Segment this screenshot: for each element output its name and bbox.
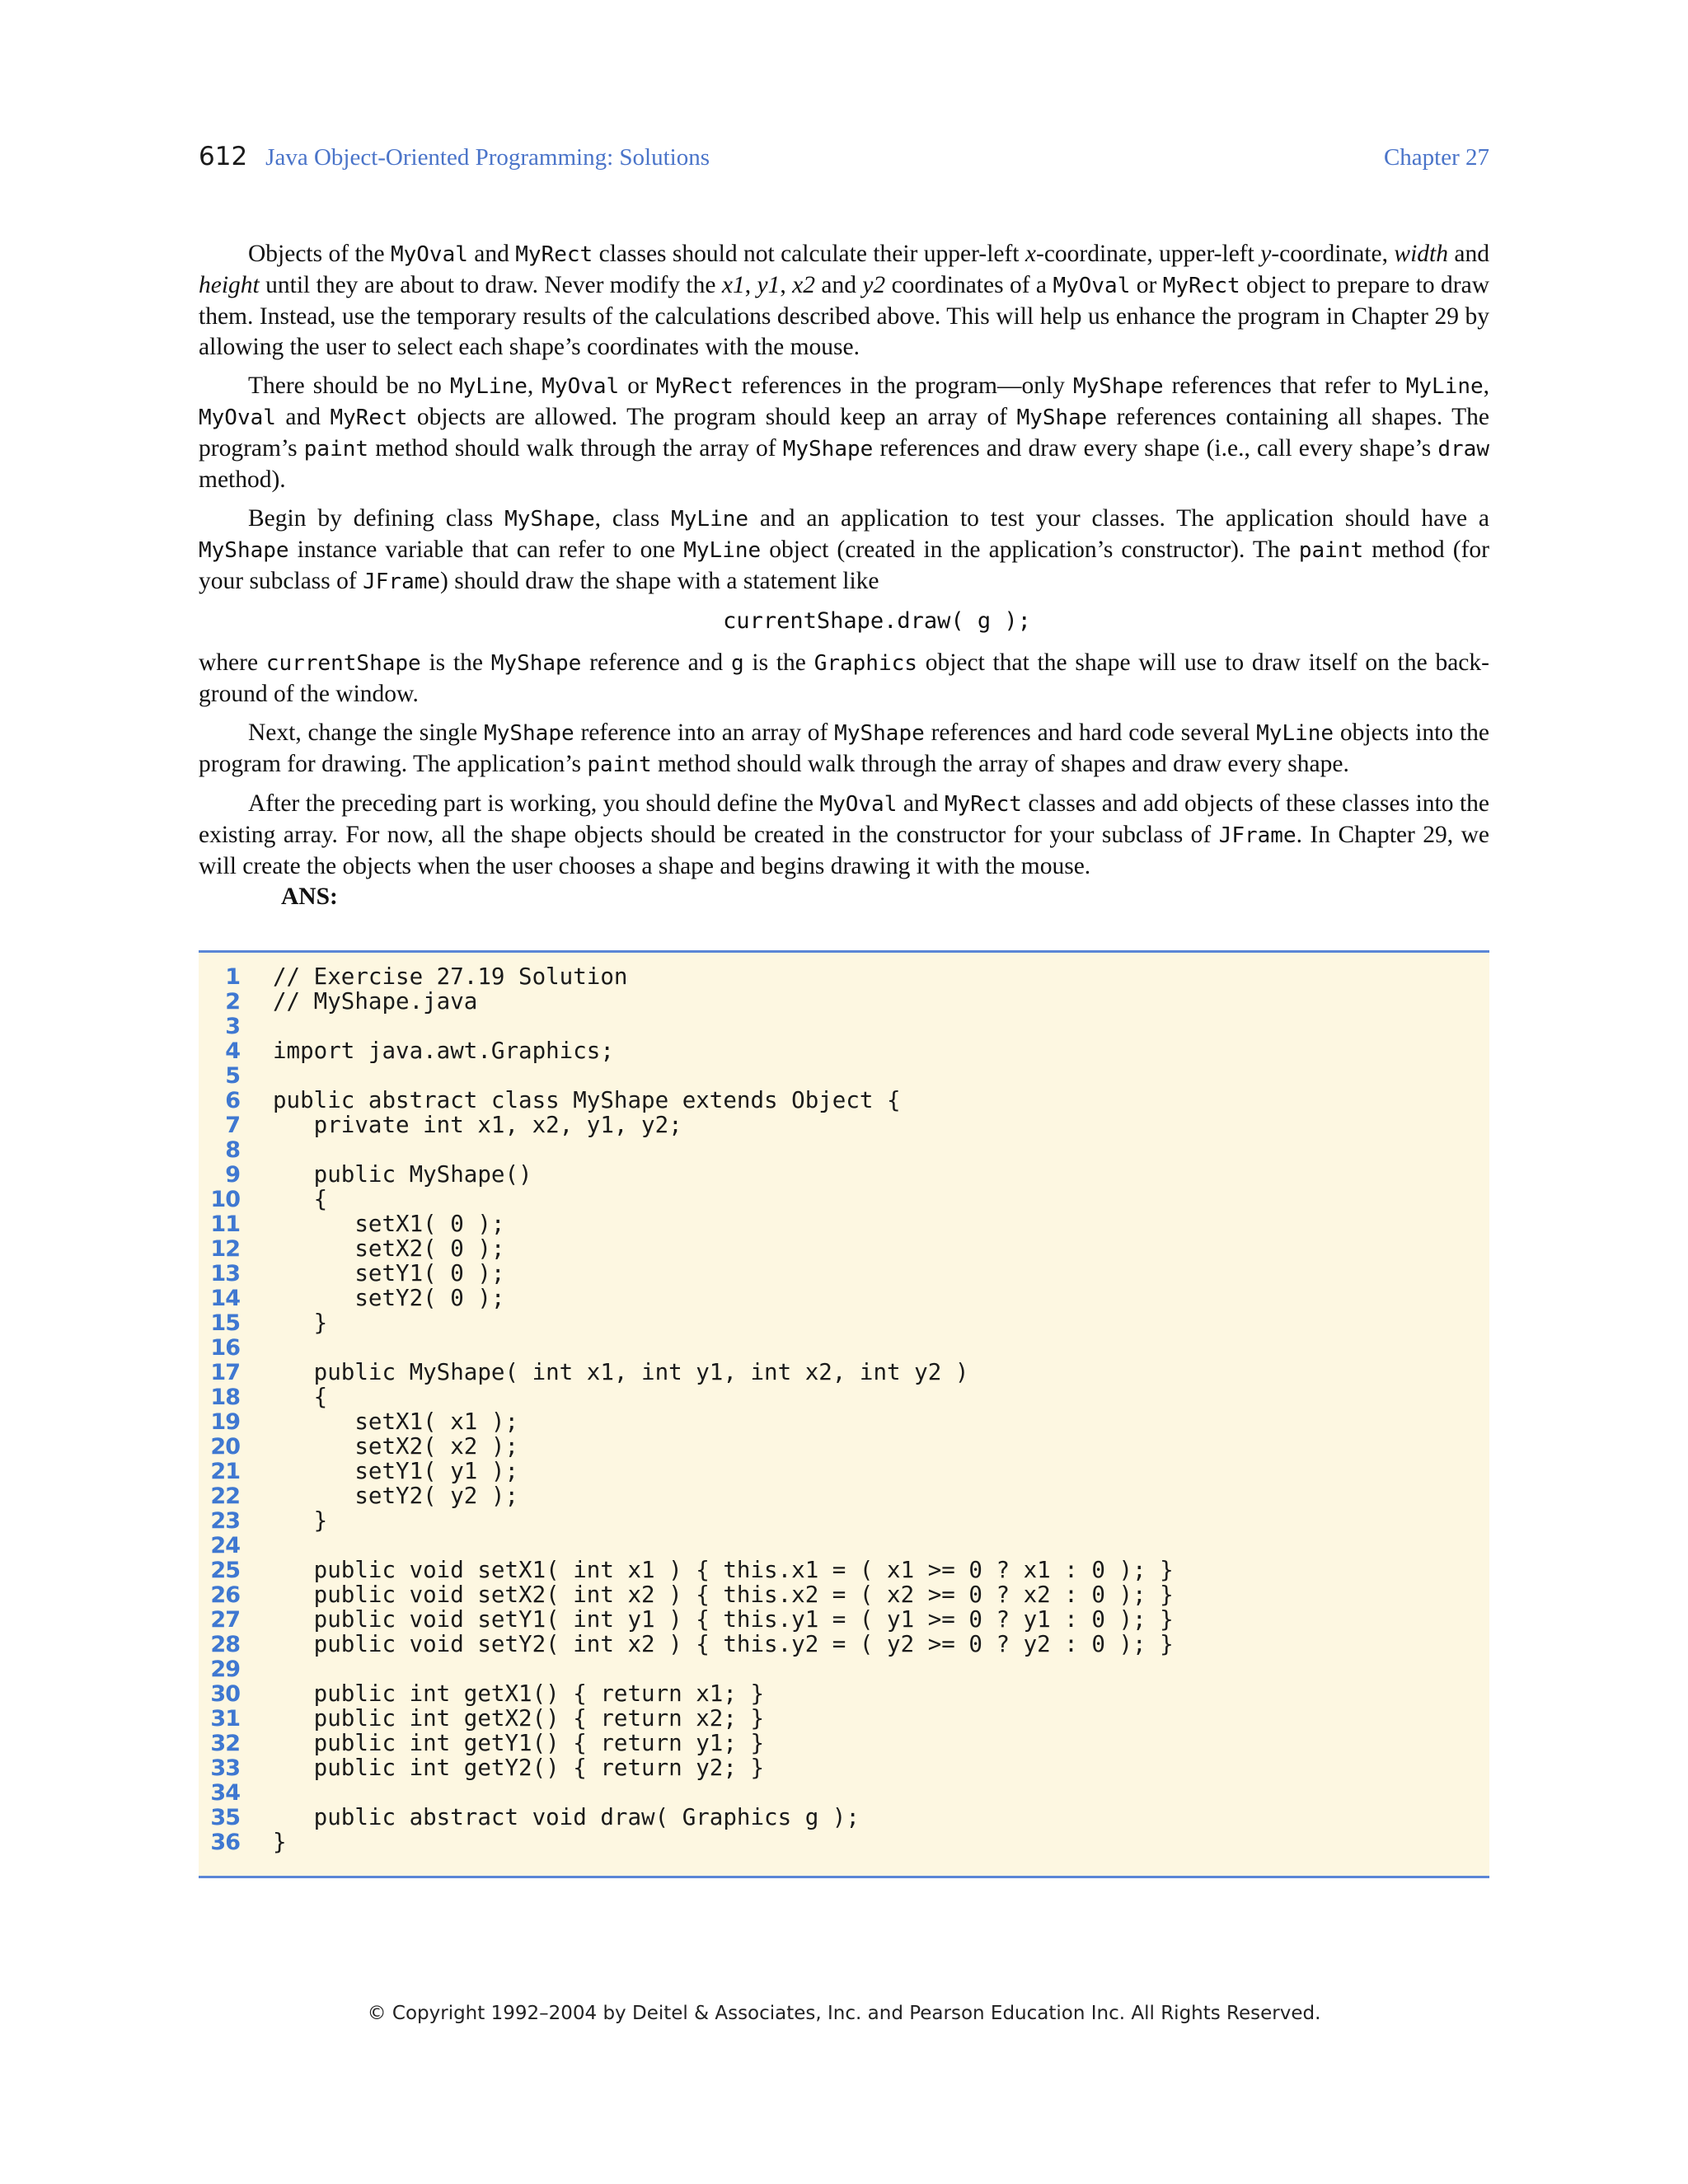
line-number: 7	[225, 1112, 240, 1138]
code-row	[199, 1088, 1489, 1113]
code-text: private int x1, x2, y1, y2;	[273, 1112, 682, 1138]
line-number: 23	[210, 1507, 240, 1534]
code-row	[199, 1385, 1489, 1409]
page-header	[199, 142, 1489, 175]
code-row	[199, 1409, 1489, 1434]
code-text: public int getY1() { return y1; }	[273, 1730, 765, 1756]
code-text: public MyShape()	[273, 1161, 532, 1188]
line-number: 32	[210, 1730, 240, 1756]
line-number: 3	[225, 1013, 240, 1039]
line-number: 21	[210, 1458, 240, 1484]
code-row	[199, 1014, 1489, 1038]
line-number: 30	[210, 1680, 240, 1707]
code-row	[199, 1261, 1489, 1286]
line-number: 28	[210, 1631, 240, 1657]
line-number: 8	[225, 1137, 240, 1163]
code-row	[199, 1780, 1489, 1805]
code-text: public int getX1() { return x1; }	[273, 1680, 765, 1707]
code-text: import java.awt.Graphics;	[273, 1038, 614, 1064]
line-number: 33	[210, 1755, 240, 1781]
body-text	[199, 239, 1489, 912]
line-number: 15	[210, 1310, 240, 1336]
line-number: 14	[210, 1285, 240, 1311]
book-title: Java Object-Oriented Programming: Solutions	[265, 144, 710, 171]
paragraph-1: Objects of the MyOval and MyRect classes should not calculate their upper-left x-coordinate, upper-left y-coordinate, width and height until they are about to draw. Never modify the x1, y1, x2 and y2 coordinates of a MyOval or MyRect object to prepare to draw them. Instead, use the temporary results of the calculations described above. This will help us enhance the program in Chapter 29 by allowing the user to select each shape’s coordinates with the mouse.	[199, 241, 1490, 360]
header-left	[199, 142, 710, 171]
paragraph-4: where currentShape is the MyShape reference and g is the Graphics object that the shape will use to draw itself on the back-ground of the window.	[199, 649, 1489, 707]
line-number: 31	[210, 1705, 240, 1732]
code-text: }	[273, 1507, 328, 1534]
code-row	[199, 1063, 1489, 1088]
code-row	[199, 1187, 1489, 1212]
line-number: 19	[210, 1408, 240, 1435]
paragraph-2: There should be no MyLine, MyOval or MyRect references in the program—only MyShape references that refer to MyLine, MyOval and MyRect objects are allowed. The program should keep an array of MyShape references containing all shapes. The program’s paint method should walk through the array of MyShape references and draw every shape (i.e., call every shape’s draw method).	[199, 373, 1489, 493]
code-text: setX1( x1 );	[273, 1408, 519, 1435]
line-number: 34	[210, 1779, 240, 1806]
code-row	[199, 1310, 1489, 1335]
line-number: 20	[210, 1433, 240, 1460]
code-row	[199, 1607, 1489, 1632]
line-number: 1	[225, 963, 240, 990]
code-text: public void setY2( int x2 ) { this.y2 = ( y2 >= 0 ? y2 : 0 ); }	[273, 1631, 1174, 1657]
code-row	[199, 1830, 1489, 1854]
line-number: 24	[210, 1532, 240, 1558]
code-text: public int getY2() { return y2; }	[273, 1755, 765, 1781]
paragraph-6: After the preceding part is working, you should define the MyOval and MyRect classes and add objects of these classes into the existing array. For now, all the shape objects should be created in the constructor for your subclass of JFrame. In Chapter 29, we will create the objects when the user chooses a shape and begins drawing it with the mouse.	[199, 790, 1490, 879]
line-number: 29	[210, 1656, 240, 1682]
code-text: setY2( 0 );	[273, 1285, 505, 1311]
code-row	[199, 1632, 1489, 1657]
chapter-label: Chapter 27	[1383, 144, 1489, 171]
paragraph-3: Begin by defining class MyShape, class MyLine and an application to test your classes. The application should have a MyShape instance variable that can refer to one MyLine object (created in the application’s constructor). The paint method (for your subclass of JFrame) should draw the shape with a statement like	[199, 505, 1490, 594]
code-row	[199, 1459, 1489, 1483]
code-text: public abstract void draw( Graphics g );	[273, 1804, 860, 1830]
copyright-footer: © Copyright 1992–2004 by Deitel & Associates, Inc. and Pearson Education Inc. All Rights Reserved.	[367, 2003, 1321, 2024]
code-text: setX1( 0 );	[273, 1211, 505, 1237]
code-text: // MyShape.java	[273, 988, 478, 1015]
code-row	[199, 1483, 1489, 1508]
code-row	[199, 1805, 1489, 1830]
line-number: 18	[210, 1384, 240, 1410]
code-row	[199, 1113, 1489, 1137]
line-number: 25	[210, 1557, 240, 1583]
line-number: 9	[225, 1161, 240, 1188]
code-text: }	[273, 1310, 328, 1336]
page-number: 612	[199, 142, 248, 171]
code-text: setX2( x2 );	[273, 1433, 519, 1460]
code-text: // Exercise 27.19 Solution	[273, 963, 628, 990]
code-text: public MyShape( int x1, int y1, int x2, int y2 )	[273, 1359, 969, 1385]
line-number: 16	[210, 1334, 240, 1361]
code-statement: currentShape.draw( g );	[723, 608, 1031, 634]
code-text: setY2( y2 );	[273, 1483, 519, 1509]
code-text: public abstract class MyShape extends Object {	[273, 1087, 901, 1113]
line-number: 35	[210, 1804, 240, 1830]
line-number: 12	[210, 1235, 240, 1262]
line-number: 27	[210, 1606, 240, 1633]
code-row	[199, 1360, 1489, 1385]
line-number: 4	[225, 1038, 240, 1064]
code-row	[199, 1533, 1489, 1558]
code-row	[199, 1558, 1489, 1582]
code-text: }	[273, 1829, 287, 1855]
code-row	[199, 1038, 1489, 1063]
code-row	[199, 1236, 1489, 1261]
line-number: 36	[210, 1829, 240, 1855]
line-number: 17	[210, 1359, 240, 1385]
code-row	[199, 1335, 1489, 1360]
line-number: 6	[225, 1087, 240, 1113]
code-row	[199, 1162, 1489, 1187]
code-row	[199, 1681, 1489, 1706]
line-number: 2	[225, 988, 240, 1015]
code-row	[199, 1434, 1489, 1459]
code-text: setY1( y1 );	[273, 1458, 519, 1484]
code-row	[199, 1286, 1489, 1310]
code-text: public void setX1( int x1 ) { this.x1 = ( x1 >= 0 ? x1 : 0 ); }	[273, 1557, 1174, 1583]
code-row	[199, 1212, 1489, 1236]
code-row	[199, 1508, 1489, 1533]
paragraph-5: Next, change the single MyShape reference into an array of MyShape references and hard code several MyLine objects into the program for drawing. The application’s paint method should walk through the array of shapes and draw every shape.	[199, 719, 1489, 777]
code-listing	[199, 950, 1489, 1878]
code-text: public void setY1( int y1 ) { this.y1 = ( y1 >= 0 ? y1 : 0 ); }	[273, 1606, 1174, 1633]
code-row	[199, 1137, 1489, 1162]
line-number: 13	[210, 1260, 240, 1286]
code-text: setY1( 0 );	[273, 1260, 505, 1286]
code-text: {	[273, 1384, 328, 1410]
line-number: 26	[210, 1582, 240, 1608]
code-text: setX2( 0 );	[273, 1235, 505, 1262]
line-number: 22	[210, 1483, 240, 1509]
code-row	[199, 989, 1489, 1014]
code-row	[199, 1657, 1489, 1681]
code-row	[199, 1582, 1489, 1607]
line-number: 5	[225, 1062, 240, 1089]
code-row	[199, 964, 1489, 989]
code-text: {	[273, 1186, 328, 1212]
code-row	[199, 1755, 1489, 1780]
code-row	[199, 1706, 1489, 1731]
line-number: 10	[210, 1186, 240, 1212]
answer-label: ANS:	[281, 883, 338, 910]
code-text: public void setX2( int x2 ) { this.x2 = ( x2 >= 0 ? x2 : 0 ); }	[273, 1582, 1174, 1608]
code-text: public int getX2() { return x2; }	[273, 1705, 765, 1732]
code-row	[199, 1731, 1489, 1755]
line-number: 11	[210, 1211, 240, 1237]
